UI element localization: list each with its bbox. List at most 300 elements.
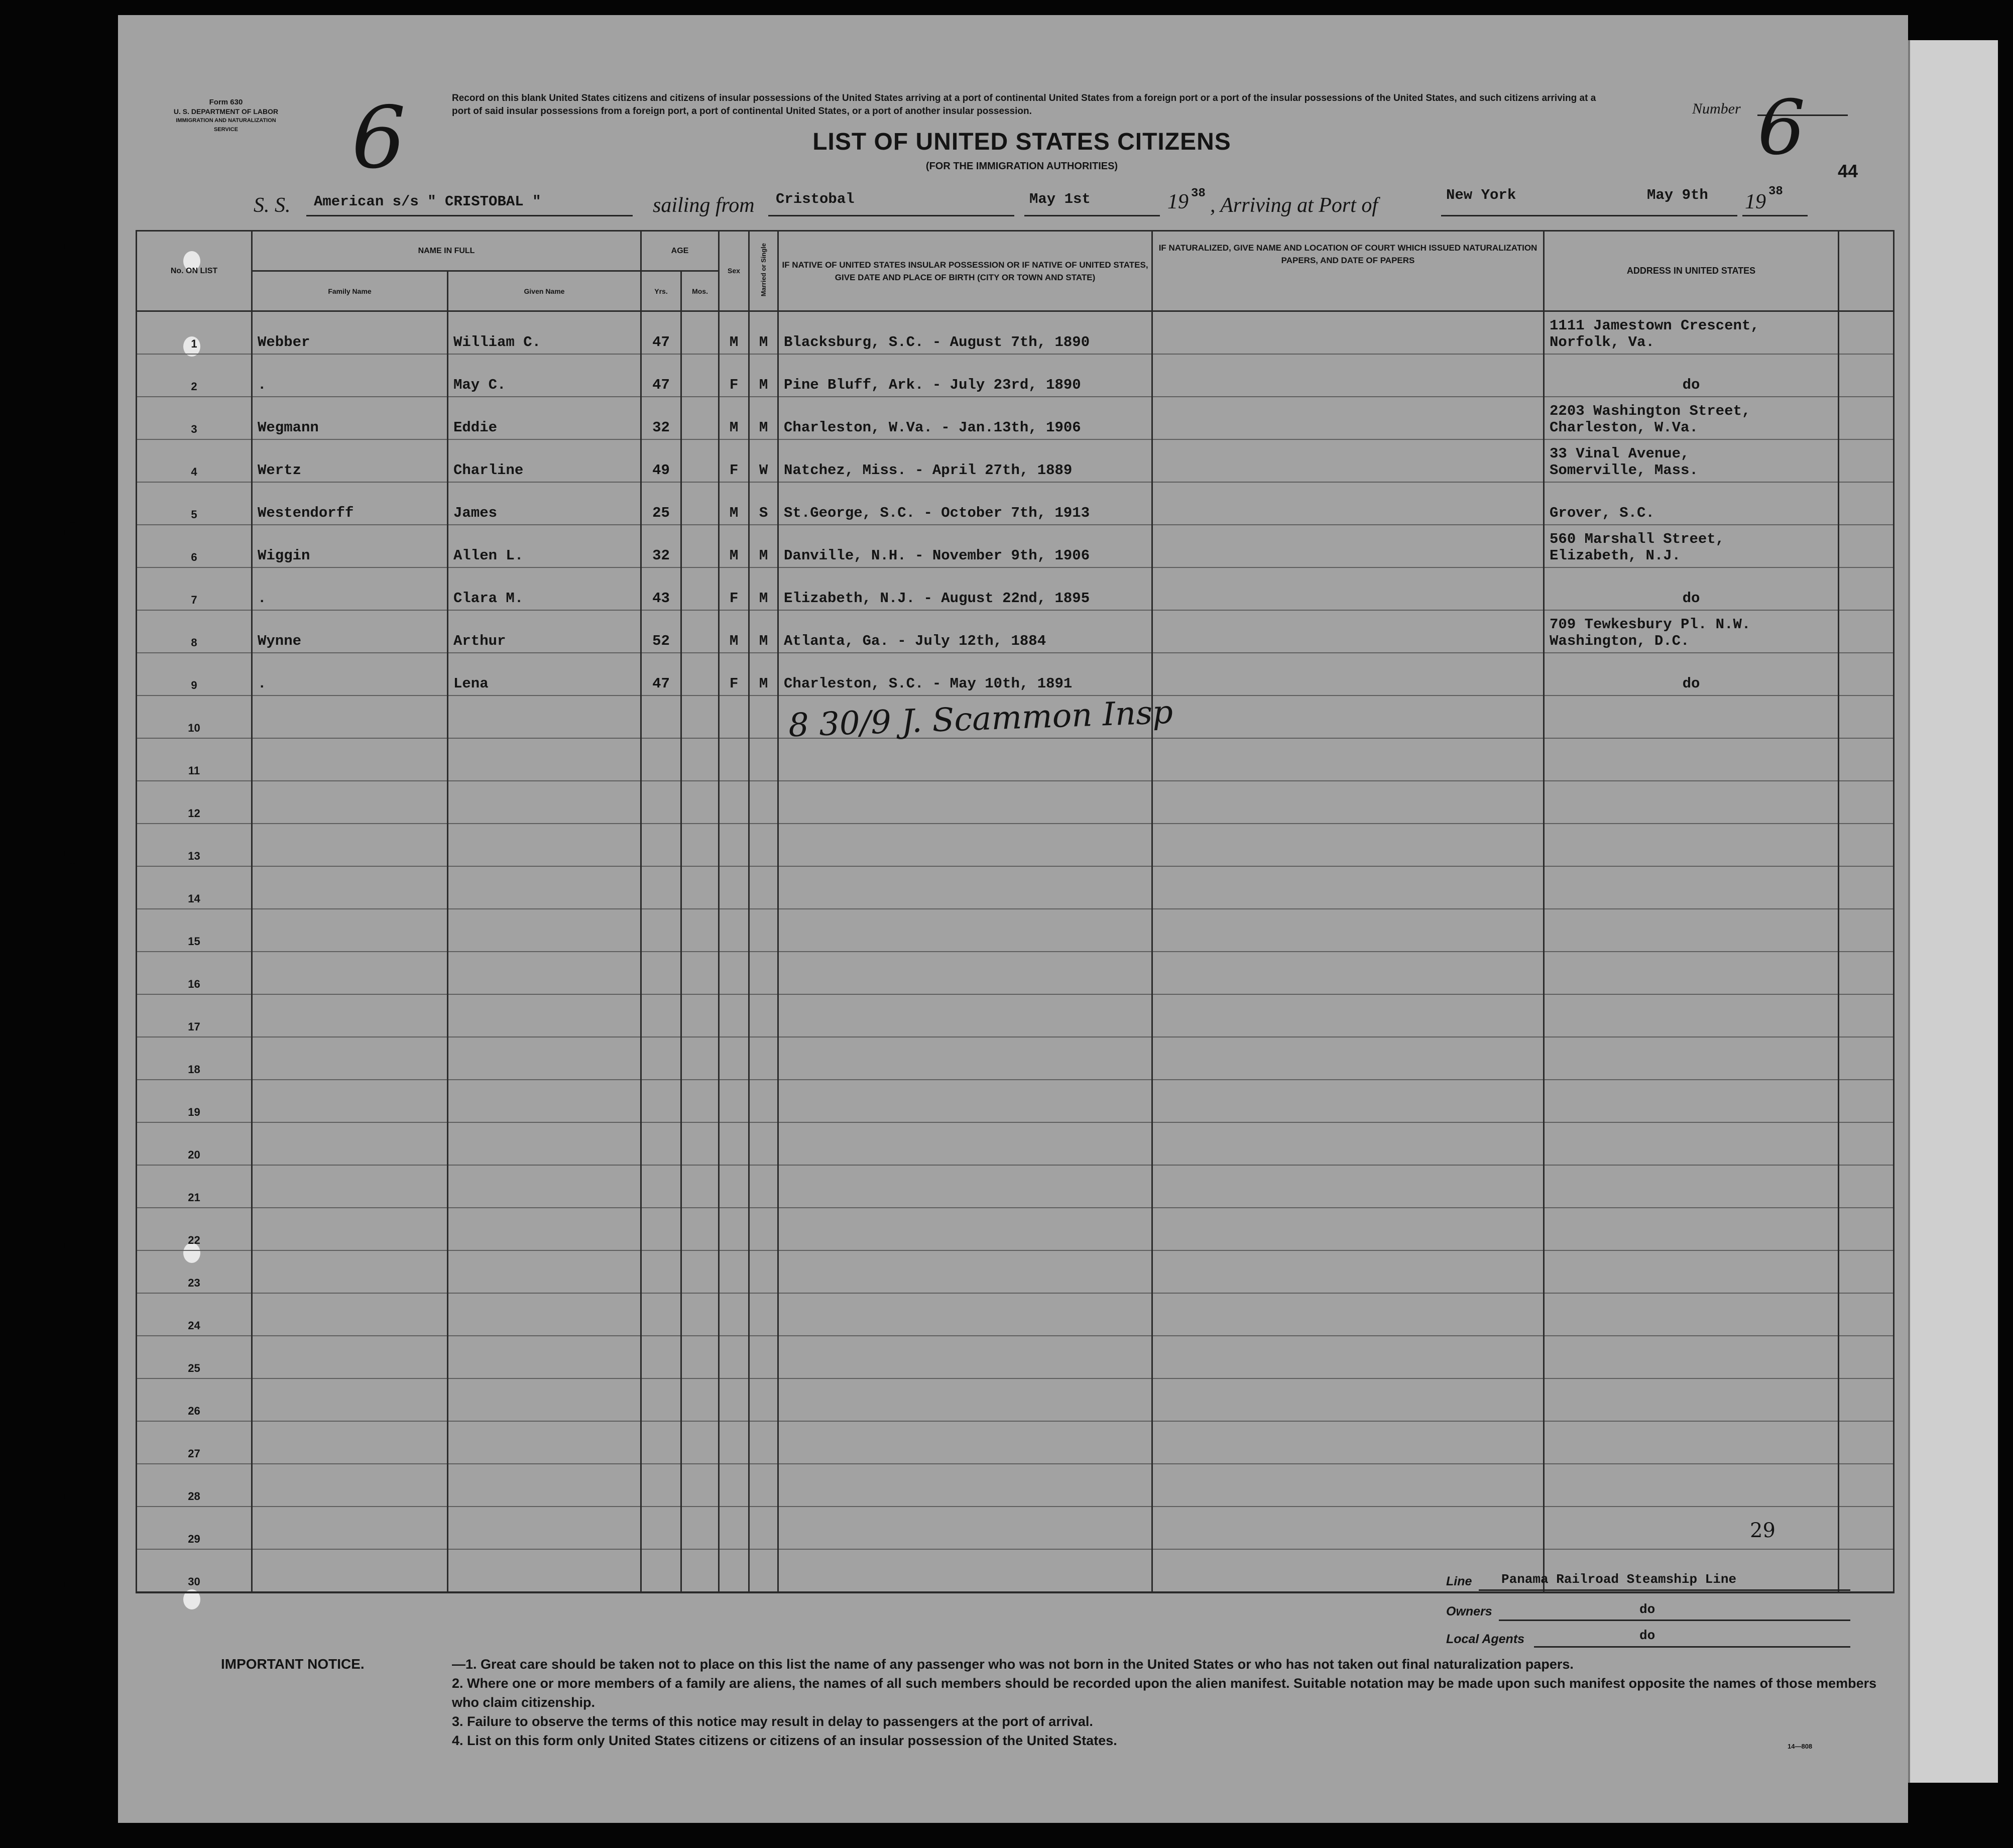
table-row [137,525,1894,567]
number-value: 6 [1757,84,1806,172]
cell-address [1544,1293,1839,1336]
department-name: U. S. DEPARTMENT OF LABOR [173,107,279,116]
arrival-year-underline [1742,215,1808,216]
address-line: do [1682,590,1700,607]
cell-address [1544,1250,1839,1293]
cell-age-years [641,866,681,909]
cell-address [1544,1122,1839,1165]
cell-given-name: Allen L. [448,525,641,567]
cell-given-name [448,781,641,824]
cell-given-name [448,909,641,952]
cell-given-name [448,1378,641,1421]
cell-no: 29 [137,1507,252,1549]
cell-naturalization [1152,1208,1544,1250]
table-row [137,1165,1894,1208]
cell-birth-info [778,952,1152,994]
cell-marital-status [749,1464,778,1507]
table-row [137,866,1894,909]
cell-sex [719,1165,749,1208]
table-row [137,994,1894,1037]
cell-extra [1839,738,1894,781]
cell-given-name [448,994,641,1037]
table-row [137,909,1894,952]
cell-age-years [641,1464,681,1507]
cell-naturalization [1152,1080,1544,1122]
cell-sex: M [719,311,749,355]
cell-no: 12 [137,781,252,824]
cell-naturalization [1152,696,1544,738]
cell-family-name: Wertz [252,439,448,482]
cell-address [1544,1080,1839,1122]
cell-birth-info: Pine Bluff, Ark. - July 23rd, 1890 [778,354,1152,397]
address-line: Somerville, Mass. [1550,462,1698,479]
cell-extra [1839,1165,1894,1208]
cell-marital-status: M [749,525,778,567]
cell-age-years: 43 [641,567,681,610]
cell-no: 5 [137,482,252,525]
header-name-in-full: NAME IN FULL [252,231,641,271]
cell-address [1544,354,1839,397]
cell-extra [1839,696,1894,738]
cell-address [1544,952,1839,994]
address-line: do [1682,377,1700,393]
cell-age-years [641,1507,681,1549]
cell-age-months [681,1378,719,1421]
header-mos: Mos. [681,271,719,311]
cell-sex [719,866,749,909]
cell-sex [719,1037,749,1080]
cell-sex [719,1421,749,1464]
cell-age-months [681,1208,719,1250]
cell-no: 1 [137,311,252,355]
header-yrs: Yrs. [641,271,681,311]
table-row [137,1122,1894,1165]
document-title: LIST OF UNITED STATES CITIZENS [812,129,1231,155]
cell-birth-info: Charleston, S.C. - May 10th, 1891 [778,653,1152,696]
table-row [137,610,1894,653]
cell-given-name [448,696,641,738]
table-row [137,1336,1894,1378]
cell-marital-status: M [749,567,778,610]
cell-sex [719,696,749,738]
header-extra [1839,231,1894,311]
header-married [749,231,778,311]
cell-birth-info [778,994,1152,1037]
cell-age-months [681,1507,719,1549]
cell-age-months [681,1549,719,1592]
cell-sex [719,952,749,994]
cell-given-name [448,1208,641,1250]
cell-sex [719,781,749,824]
table-row [137,1037,1894,1080]
cell-extra [1839,994,1894,1037]
cell-age-years [641,1165,681,1208]
cell-age-months [681,311,719,355]
cell-sex [719,1208,749,1250]
cell-marital-status [749,994,778,1037]
cell-family-name [252,1208,448,1250]
cell-naturalization [1152,1165,1544,1208]
cell-address [1544,397,1839,439]
agents-label: Local Agents [1446,1632,1525,1646]
cell-age-years [641,1250,681,1293]
cell-naturalization [1152,1250,1544,1293]
cell-extra [1839,610,1894,653]
cell-no: 18 [137,1037,252,1080]
cell-birth-info [778,909,1152,952]
cell-birth-info [778,1122,1152,1165]
cell-age-years [641,824,681,866]
cell-family-name [252,1250,448,1293]
cell-given-name [448,1165,641,1208]
passenger-table [136,230,1894,1593]
cell-naturalization [1152,1421,1544,1464]
table-row [137,824,1894,866]
address-line: 2203 Washington Street, [1550,403,1751,419]
header-age: AGE [641,231,719,271]
table-row [137,653,1894,696]
cell-extra [1839,567,1894,610]
cell-no: 9 [137,653,252,696]
cell-sex: M [719,525,749,567]
cell-address [1544,866,1839,909]
punch-hole [64,522,81,542]
table-row [137,1293,1894,1336]
header-sex [719,231,749,311]
cell-naturalization [1152,1293,1544,1336]
table-row [137,439,1894,482]
cell-address [1544,1037,1839,1080]
cell-naturalization [1152,824,1544,866]
punch-hole [64,1235,81,1255]
cell-no: 6 [137,525,252,567]
cell-age-months [681,1165,719,1208]
punch-hole [64,844,81,864]
cell-birth-info [778,1037,1152,1080]
cell-sex: M [719,610,749,653]
cell-naturalization [1152,994,1544,1037]
cell-age-months [681,696,719,738]
cell-given-name: May C. [448,354,641,397]
cell-address [1544,439,1839,482]
cell-no: 23 [137,1250,252,1293]
cell-age-years [641,1549,681,1592]
cell-age-months [681,781,719,824]
punch-hole [64,236,81,256]
vessel-underline [306,215,633,216]
cell-marital-status [749,781,778,824]
cell-sex [719,824,749,866]
cell-marital-status [749,1507,778,1549]
cell-age-months [681,909,719,952]
header-sex-label: Sex [728,266,740,275]
cell-no: 16 [137,952,252,994]
vessel-name: American s/s " CRISTOBAL " [314,193,541,210]
header-no-on-list: No. ON LIST [137,231,252,311]
cell-extra [1839,653,1894,696]
cell-family-name: Wiggin [252,525,448,567]
cell-given-name [448,1549,641,1592]
notice-item-2: 2. Where one or more members of a family are aliens, the names of all such members should be recorded upon the alien manifest. Suitable notation may be made upon such manifest opposite the names of those members who claim citizenship. [452,1676,1877,1710]
cell-sex [719,1507,749,1549]
cell-family-name: . [252,567,448,610]
cell-family-name [252,909,448,952]
cell-no: 13 [137,824,252,866]
arrival-port: New York [1446,187,1516,203]
cell-given-name: Eddie [448,397,641,439]
cell-age-years [641,909,681,952]
cell-address [1544,994,1839,1037]
header-given-name: Given Name [448,271,641,311]
header-naturalized: IF NATURALIZED, GIVE NAME AND LOCATION OF COURT WHICH ISSUED NATURALIZATION PAPERS, AND DATE OF PAPERS [1152,231,1544,311]
punch-hole [64,1574,81,1594]
address-line: Washington, D.C. [1550,633,1690,649]
cell-age-years [641,1122,681,1165]
cell-sex [719,1122,749,1165]
cell-address [1544,653,1839,696]
table-row [137,738,1894,781]
cell-marital-status [749,696,778,738]
table-row [137,1250,1894,1293]
cell-age-years [641,738,681,781]
cell-no: 24 [137,1293,252,1336]
cell-no: 25 [137,1336,252,1378]
cell-naturalization [1152,1378,1544,1421]
cell-extra [1839,354,1894,397]
cell-birth-info [778,781,1152,824]
departure-year-prefix: 19 [1167,190,1189,213]
cell-given-name [448,1464,641,1507]
cell-sex: F [719,439,749,482]
cell-age-months [681,738,719,781]
cell-naturalization [1152,1122,1544,1165]
departure-date-underline [1024,215,1160,216]
cell-naturalization [1152,1507,1544,1549]
cell-sex: F [719,354,749,397]
form-identifier [173,98,279,134]
cell-address [1544,1507,1839,1549]
cell-family-name [252,1293,448,1336]
cell-marital-status [749,1293,778,1336]
cell-birth-info [778,1293,1152,1336]
cell-birth-info [778,1080,1152,1122]
cell-address [1544,824,1839,866]
cell-sex [719,1336,749,1378]
cell-marital-status [749,866,778,909]
cell-birth-info [778,1507,1152,1549]
cell-age-months [681,824,719,866]
cell-no: 10 [137,696,252,738]
address-line: Grover, S.C. [1550,505,1654,521]
header-address: ADDRESS IN UNITED STATES [1544,231,1839,311]
inspector-signature: 8 30/9 J. Scammon Insp [787,694,1174,745]
cell-extra [1839,397,1894,439]
cell-extra [1839,1421,1894,1464]
cell-extra [1839,1080,1894,1122]
owners-underline [1499,1620,1850,1621]
document-subtitle: (FOR THE IMMIGRATION AUTHORITIES) [925,161,1118,172]
cell-family-name: . [252,354,448,397]
cell-extra [1839,1464,1894,1507]
cell-no: 11 [137,738,252,781]
cell-age-years: 32 [641,525,681,567]
cell-given-name [448,1293,641,1336]
header-married-label: Married or Single [760,243,768,297]
cell-marital-status: S [749,482,778,525]
cell-given-name [448,824,641,866]
cell-address [1544,909,1839,952]
backing-sheet [1908,40,1998,1783]
cell-family-name [252,866,448,909]
cell-marital-status: M [749,610,778,653]
cell-birth-info: St.George, S.C. - October 7th, 1913 [778,482,1152,525]
cell-naturalization [1152,567,1544,610]
cell-extra [1839,1293,1894,1336]
cell-sex [719,1250,749,1293]
cell-marital-status: M [749,354,778,397]
arrival-year: 38 [1768,185,1783,198]
cell-no: 26 [137,1378,252,1421]
address-line: Charleston, W.Va. [1550,419,1698,436]
cell-family-name: Westendorff [252,482,448,525]
cell-given-name [448,1080,641,1122]
cell-naturalization [1152,311,1544,355]
sailing-from-port: Cristobal [776,191,855,207]
cell-sex [719,1464,749,1507]
cell-age-months [681,1122,719,1165]
handwritten-sheet-number: 6 [351,88,406,188]
cell-family-name: Wegmann [252,397,448,439]
cell-marital-status [749,1421,778,1464]
cell-birth-info: Elizabeth, N.J. - August 22nd, 1895 [778,567,1152,610]
table-row [137,1507,1894,1549]
arrival-year-prefix: 19 [1745,190,1766,213]
table-row [137,354,1894,397]
cell-family-name [252,1037,448,1080]
address-line: 560 Marshall Street, [1550,531,1725,547]
notice-item-1: —1. Great care should be taken not to place on this list the name of any passenger who was not born in the United States or who has not taken out final naturalization papers. [452,1657,1574,1672]
cell-naturalization [1152,781,1544,824]
cell-family-name: Webber [252,311,448,355]
cell-marital-status: M [749,653,778,696]
cell-address [1544,1208,1839,1250]
form-number: Form 630 [209,98,243,106]
cell-marital-status [749,824,778,866]
cell-no: 14 [137,866,252,909]
departure-date: May 1st [1029,191,1091,207]
header-birth: IF NATIVE OF UNITED STATES INSULAR POSSESSION OR IF NATIVE OF UNITED STATES, GIVE DATE AND PLACE OF BIRTH (CITY OR TOWN AND STATE) [778,231,1152,311]
cell-address [1544,610,1839,653]
cell-marital-status [749,738,778,781]
cell-extra [1839,1208,1894,1250]
line-value: Panama Railroad Steamship Line [1501,1572,1737,1587]
cell-age-years: 52 [641,610,681,653]
cell-family-name: Wynne [252,610,448,653]
cell-no: 21 [137,1165,252,1208]
cell-address [1544,1165,1839,1208]
agents-underline [1534,1646,1850,1648]
owners-label: Owners [1446,1604,1492,1619]
arrival-port-underline [1441,215,1662,216]
cell-extra [1839,482,1894,525]
cell-age-months [681,1080,719,1122]
address-line: Elizabeth, N.J. [1550,547,1681,564]
cell-given-name: Lena [448,653,641,696]
cell-address [1544,311,1839,355]
cell-address [1544,1378,1839,1421]
cell-marital-status: M [749,311,778,355]
line-underline [1479,1589,1850,1591]
cell-address [1544,567,1839,610]
cell-given-name [448,1507,641,1549]
passenger-count: 29 [1750,1519,1775,1542]
cell-naturalization [1152,525,1544,567]
cell-given-name: James [448,482,641,525]
address-line: 1111 Jamestown Crescent, [1550,317,1759,334]
cell-age-months [681,482,719,525]
notice-item-3: 3. Failure to observe the terms of this notice may result in delay to passengers at the port of arrival. [452,1714,1093,1729]
cell-marital-status [749,1378,778,1421]
cell-age-months [681,567,719,610]
cell-naturalization [1152,439,1544,482]
cell-birth-info: Danville, N.H. - November 9th, 1906 [778,525,1152,567]
cell-age-years [641,696,681,738]
cell-marital-status [749,1122,778,1165]
cell-age-months [681,525,719,567]
cell-sex [719,994,749,1037]
cell-no: 3 [137,397,252,439]
cell-birth-info [778,738,1152,781]
cell-extra [1839,909,1894,952]
cell-marital-status [749,1250,778,1293]
cell-family-name [252,696,448,738]
cell-given-name [448,1421,641,1464]
cell-extra [1839,1336,1894,1378]
cell-no: 7 [137,567,252,610]
passenger-rows [137,311,1894,1593]
cell-family-name [252,781,448,824]
cell-extra [1839,824,1894,866]
cell-given-name [448,738,641,781]
cell-marital-status: M [749,397,778,439]
table-row [137,311,1894,355]
cell-family-name [252,1464,448,1507]
cell-birth-info [778,824,1152,866]
cell-naturalization [1152,1336,1544,1378]
cell-naturalization [1152,1037,1544,1080]
cell-marital-status [749,952,778,994]
line-label: Line [1446,1574,1472,1588]
cell-age-months [681,439,719,482]
cell-given-name: Arthur [448,610,641,653]
cell-age-years: 49 [641,439,681,482]
cell-birth-info [778,1165,1152,1208]
cell-age-months [681,1250,719,1293]
cell-sex [719,1080,749,1122]
cell-age-years [641,1378,681,1421]
cell-age-years [641,1421,681,1464]
cell-no: 27 [137,1421,252,1464]
cell-no: 15 [137,909,252,952]
cell-sex [719,909,749,952]
cell-no: 30 [137,1549,252,1592]
cell-naturalization [1152,354,1544,397]
cell-address [1544,696,1839,738]
cell-sex: F [719,653,749,696]
cell-extra [1839,525,1894,567]
cell-age-years [641,1293,681,1336]
cell-address [1544,525,1839,567]
